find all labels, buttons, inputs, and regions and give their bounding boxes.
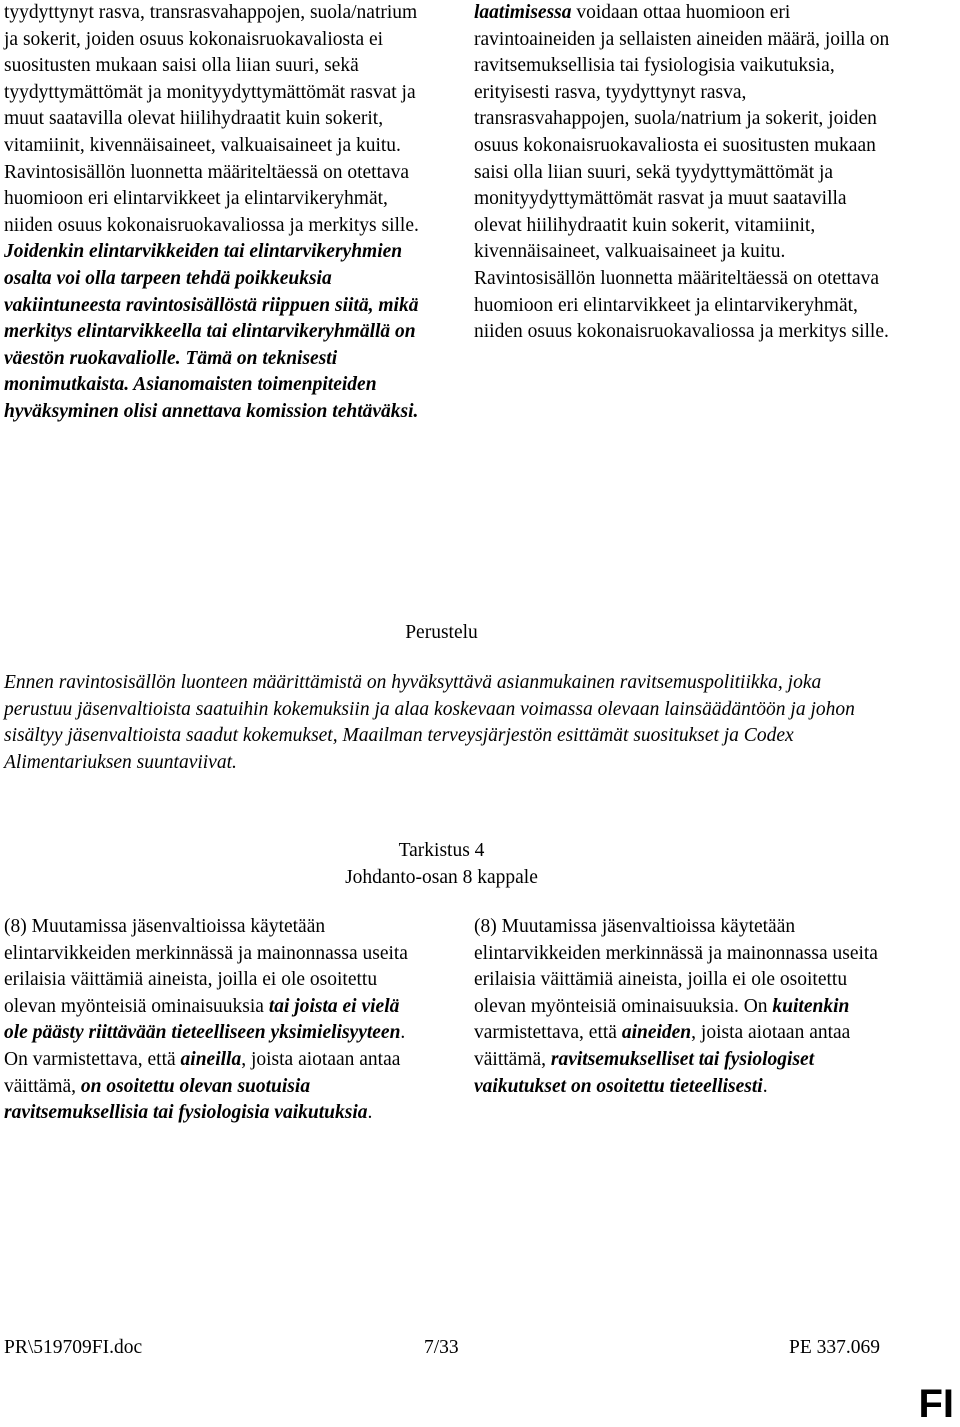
justification-heading: Perustelu <box>405 622 478 643</box>
top-right-amended-word: laatimisessa <box>474 2 572 23</box>
language-code: FI <box>918 1382 954 1426</box>
amendment-title: Tarkistus 4 <box>398 840 485 861</box>
top-left-amended-text: Joidenkin elintarvikkeiden tai elintarvikeryhmien osalta voi olla tarpeen tehdä poikkeuksia vakiintuneesta ravintosisällöstä riippuen siitä, mikä merkitys elintarvikkeella tai elintarvikeryhmällä on väestön ruokavaliolle. Tämä on teknisesti monimutkaista. Asianomaisten toimenpiteiden hyväksyminen olisi annettava komission tehtäväksi. <box>4 241 419 422</box>
top-left-paragraph <box>4 0 424 426</box>
justification-text: Ennen ravintosisällön luonteen määrittämistä on hyväksyttävä asianmukainen ravitsemuspolitiikka, joka perustuu jäsenvaltioista saatuihin kokemuksiin ja alaa koskevaan voimassa olevaan lainsäädäntöön ja johon sisältyy jäsenvaltioista saadut kokemukset, Maailman terveysjärjestön esittämät suositukset ja Codex Alimentariuksen suuntaviivat. <box>4 672 855 773</box>
amend-right-run-2: kuitenkin <box>772 995 850 1017</box>
amend-right-run-5: , joista aiotaan antaa väittämä, <box>474 1022 851 1070</box>
page-footer <box>4 1335 880 1362</box>
amendment-subtitle: Johdanto-osan 8 kappale <box>345 866 538 888</box>
amendment-right-paragraph <box>474 914 894 1100</box>
top-right-regular-text: voidaan ottaa huomioon eri ravintoaineiden ja sellaisten aineiden määrä, joilla on ravitsemuksellisia tai fysiologisia vaikutuksia, erityisesti rasva, tyydyttynyt rasva, transrasvahappojen, suola/natrium ja sokerit, joiden osuus kokonaisruokavaliosta ei suositusten mukaan saisi olla liian suuri, sekä tyydyttymättömät ja monityydyttymättömät rasvat ja muut saatavilla olevat hiilihydraatit kuin sokerit, vitamiinit, kivennäisaineet, valkuaisaineet ja kuitu. Ravintosisällön luonnetta määriteltäessä on otettava huomioon eri elintarvikkeet ja elintarvikeryhmät, niiden osuus kokonaisruokavaliossa ja merkitys sille. <box>474 2 890 343</box>
top-right-paragraph <box>474 0 894 346</box>
top-left-text-column <box>4 0 424 426</box>
amendment-left-column <box>4 914 424 1127</box>
amend-right-run-3: varmistettava, että <box>474 1022 622 1044</box>
amend-left-run-6: on osoitettu olevan suotuisia ravitsemuksellisia tai fysiologisia vaikutuksia <box>4 1075 368 1124</box>
footer-document-reference: PR\519709FI.doc <box>4 1337 143 1358</box>
amend-left-run-7: . <box>367 1102 373 1124</box>
amend-right-run-6: ravitsemukselliset tai fysiologiset vaikutukset on osoitettu tieteellisesti <box>474 1048 815 1097</box>
amend-left-run-4: aineilla <box>180 1048 242 1070</box>
amend-right-run-1: (8) Muutamissa jäsenvaltioissa käytetään elintarvikkeiden merkinnässä ja mainonnassa useita erilaisia väittämiä aineista, joilla ei ole osoitettu olevan myönteisiä ominaisuuksia. On <box>474 916 878 1017</box>
amend-left-run-1: (8) Muutamissa jäsenvaltioissa käytetään elintarvikkeiden merkinnässä ja mainonnassa useita erilaisia väittämiä aineista, joilla ei ole osoitettu olevan myönteisiä ominaisuuksia <box>4 916 408 1017</box>
amendment-left-paragraph <box>4 914 424 1127</box>
footer-page-number: 7/33 <box>424 1337 459 1358</box>
top-right-text-column <box>474 0 894 346</box>
amend-left-run-2: tai joista ei vielä ole päästy riittävään tieteelliseen yksimielisyyteen <box>4 995 401 1044</box>
amend-right-run-4: aineiden <box>621 1022 692 1044</box>
amendment-heading <box>0 838 883 891</box>
top-left-regular-text: tyydyttynyt rasva, transrasvahappojen, suola/natrium ja sokerit, joiden osuus kokonaisruokavaliosta ei suositusten mukaan saisi olla liian suuri, sekä tyydyttymättömät ja monityydyttymättömät rasvat ja muut saatavilla olevat hiilihydraatit kuin sokerit, vitamiinit, kivennäisaineet, valkuaisaineet ja kuitu. Ravintosisällön luonnetta määriteltäessä on otettava huomioon eri elintarvikkeet ja elintarvikeryhmät, niiden osuus kokonaisruokavaliossa ja merkitys sille. <box>4 2 419 236</box>
amend-right-run-7: . <box>762 1075 768 1097</box>
amend-left-run-3: . On varmistettava, että <box>4 1022 406 1070</box>
amend-left-run-5: , joista aiotaan antaa väittämä, <box>4 1048 401 1097</box>
footer-pe-reference: PE 337.069 <box>788 1337 880 1358</box>
amendment-right-column <box>474 914 894 1100</box>
